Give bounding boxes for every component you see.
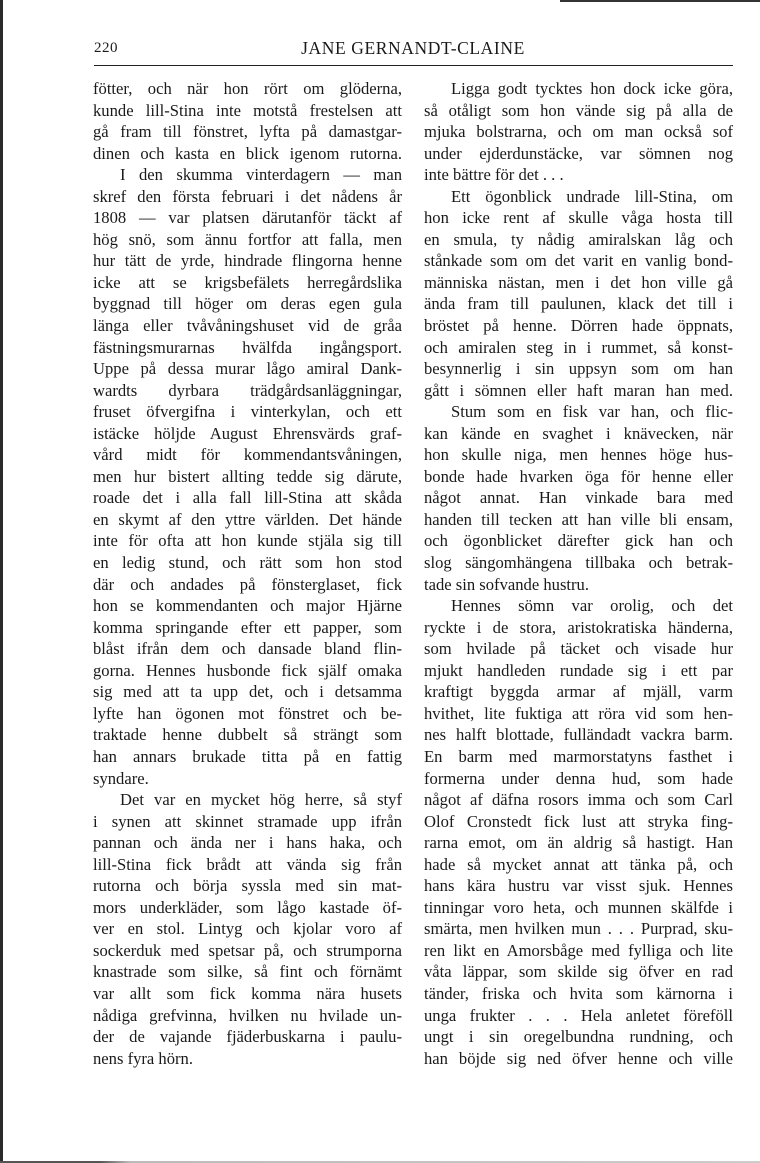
- text-line: vård midt för kommendantsvåningen,: [93, 445, 402, 465]
- text-line: ren likt en Amorsbåge med fylliga och lite: [424, 940, 733, 960]
- text-line: En barm med marmorstatyns fasthet i: [424, 746, 733, 766]
- text-line: gått i sömnen eller haft maran han med.: [424, 380, 733, 400]
- text-line: inte för ofta att hon kunde stjäla sig till: [93, 531, 402, 551]
- text-line: inte bättre för det . . .: [424, 165, 564, 185]
- text-line: tinningar voro heta, och munnen skälfde i: [424, 897, 733, 917]
- text-line: våta läppar, som skilde sig öfver en rad: [424, 962, 733, 982]
- text-line: fruset öfvergifna i vinterkylan, och ett: [93, 402, 402, 422]
- text-line: sig med att ta upp det, och i detsamma: [93, 682, 402, 702]
- text-line: smärta, men hvilken mun . . . Purprad, sku-: [424, 919, 733, 939]
- text-line: knastrade som silke, så fint och förnämt: [93, 962, 402, 982]
- text-line: Hennes sömn var orolig, och det: [451, 596, 733, 616]
- text-line: något af däfna rosors imma och som Carl: [424, 790, 733, 810]
- text-line: traktade henne dubbelt så strängt som: [93, 725, 402, 745]
- running-head: [94, 38, 732, 62]
- text-line: blåst ifrån dem och dansade bland flin-: [93, 639, 402, 659]
- text-line: fästningsmurarnas hvälfda ingångsport.: [93, 337, 402, 357]
- text-line: var allt som fick komma nära husets: [93, 983, 402, 1003]
- text-line: I den skumma vinterdagern — man: [120, 165, 402, 185]
- text-line: kunde lill-Stina inte motstå frestelsen att: [93, 100, 402, 120]
- text-line: hon se kommendanten och major Hjärne: [93, 596, 402, 616]
- text-line: ryckte i de stora, aristokratiska händerna,: [424, 617, 733, 637]
- text-line: handen till tecken att han ville bli ensam,: [424, 509, 733, 529]
- text-line: hon skulle niga, men hennes höge hus-: [424, 445, 733, 465]
- text-line: bonde hade hvarken öga för henne eller: [424, 466, 733, 486]
- text-line: hon icke rent af skulle våga hosta till: [424, 208, 733, 228]
- text-line: där och andades på fönsterglaset, fick: [93, 574, 402, 594]
- text-line: gå fram till fönstret, lyfta på damastgar-: [93, 122, 402, 142]
- text-line: en smula, ty nådig amiralskan låg och: [424, 229, 733, 249]
- scan-left-edge: [0, 0, 3, 1163]
- text-line: nens fyra hörn.: [93, 1048, 193, 1068]
- text-line: tänder, friska och hvita som kärnorna i: [424, 983, 733, 1003]
- header-rule: [94, 65, 733, 66]
- text-line: skref den första februari i det nådens år: [93, 186, 402, 206]
- text-line: människa nästan, men i det hon ville gå: [424, 272, 733, 292]
- text-line: tade sin sofvande hustru.: [424, 574, 589, 594]
- text-line: sockerduk med spetsar på, och strumporna: [93, 940, 402, 960]
- text-line: lyfte han ögonen mot fönstret och be-: [93, 703, 402, 723]
- text-line: hög snö, som ännu fortfor att falla, men: [93, 229, 402, 249]
- text-line: hade så mycket annat att tänka på, och: [424, 854, 733, 874]
- text-line: fötter, och när hon rört om glöderna,: [93, 79, 402, 98]
- text-line: nådiga grefvinna, hvilken nu hvilade un-: [93, 1005, 402, 1025]
- text-line: kraftigt byggda armar af mjäll, varm: [424, 682, 733, 702]
- text-column-left: [93, 78, 402, 1069]
- text-line: istäcke höljde August Ehrensvärds graf-: [93, 423, 402, 443]
- text-line: så otåligt som hon vände sig på alla de: [424, 100, 733, 120]
- text-line: der de vajande fjäderbuskarna i paulu-: [93, 1027, 402, 1047]
- text-line: och ögonblicket därefter gick han och: [424, 531, 733, 551]
- text-line: men hur bistert allting tedde sig därute,: [93, 466, 402, 486]
- text-column-right: [424, 78, 733, 1069]
- text-line: formerna under denna hud, som hade: [424, 768, 733, 788]
- text-line: 1808 — var platsen därutanför täckt af: [93, 208, 402, 228]
- text-line: en skymt af den yttre världen. Det hände: [93, 509, 402, 529]
- text-line: kan kände en svaghet i knävecken, när: [424, 423, 733, 443]
- text-line: Ett ögonblick undrade lill-Stina, om: [451, 186, 733, 206]
- text-line: och amiralen steg in i rummet, så konst-: [424, 337, 733, 357]
- text-line: roade det i alla fall lill-Stina att skåda: [93, 488, 402, 508]
- text-line: mjuka bolstrarna, och om man också sof: [424, 122, 733, 142]
- text-line: som hvilade på täcket och visade hur: [424, 639, 733, 659]
- text-line: rarna emot, om än aldrig så hastigt. Han: [424, 833, 733, 853]
- text-line: ver en stol. Lintyg och kjolar voro af: [93, 919, 402, 939]
- text-line: mjukt handleden rundade sig i ett par: [424, 660, 733, 680]
- scan-top-edge: [560, 0, 760, 2]
- text-line: lill-Stina fick brådt att vända sig från: [93, 854, 402, 874]
- text-line: nes halft blottade, fulländadt vackra barm.: [424, 725, 733, 745]
- text-line: wardts dyrbara trädgårdsanläggningar,: [93, 380, 402, 400]
- text-line: byggnad till höger om deras egen gula: [93, 294, 402, 314]
- text-line: länga eller tvåvåningshuset vid de gråa: [93, 316, 402, 336]
- running-title: JANE GERNANDT-CLAINE: [301, 38, 525, 58]
- text-line: en ledig stund, och rätt som hon stod: [93, 553, 402, 573]
- text-line: syndare.: [93, 768, 149, 788]
- text-line: komma springande efter ett papper, som: [93, 617, 402, 637]
- text-line: han annars brukade titta på en fattig: [93, 746, 402, 766]
- text-line: gorna. Hennes husbonde fick själf omaka: [93, 660, 402, 680]
- text-line: Stum som en fisk var han, och flic-: [451, 402, 733, 422]
- text-line: Olof Cronstedt fick lust att stryka fing-: [424, 811, 733, 831]
- text-line: han böjde sig ned öfver henne och ville: [424, 1048, 733, 1068]
- text-line: Uppe på dessa murar lågo amiral Dank-: [93, 359, 402, 379]
- text-line: unga frukter . . . Hela anletet föreföll: [424, 1005, 733, 1025]
- text-line: dinen och kasta en blick igenom rutorna.: [93, 143, 402, 163]
- text-line: ända fram till paulunen, klack det till i: [424, 294, 733, 314]
- text-line: hur tätt de yrde, hindrade flingorna henne: [93, 251, 402, 271]
- text-line: något annat. Han vinkade bara med: [424, 488, 733, 508]
- text-line: ungt i sin oregelbundna rundning, och: [424, 1027, 733, 1047]
- text-line: i synen att skinnet stramade upp ifrån: [93, 811, 402, 831]
- text-line: under ejderdunstäcke, var sömnen nog: [424, 143, 733, 163]
- text-line: bröstet på henne. Dörren hade öppnats,: [424, 316, 733, 336]
- text-line: slog sängomhängena tillbaka och betrak-: [424, 553, 733, 573]
- text-line: Ligga godt tycktes hon dock icke göra,: [451, 79, 733, 98]
- text-line: stånkade som om det varit en vanlig bond-: [424, 251, 733, 271]
- text-line: hvithet, lite fuktiga att röra vid som hen-: [424, 703, 733, 723]
- text-line: rutorna och börja syssla med sin mat-: [93, 876, 402, 896]
- text-line: Det var en mycket hög herre, så styf: [120, 790, 402, 810]
- page-number: 220: [94, 40, 118, 56]
- text-line: pannan och ända ner i hans haka, och: [93, 833, 402, 853]
- text-line: mors underkläder, som lågo kastade öf-: [93, 897, 402, 917]
- text-line: besynnerlig i sin uppsyn som om han: [424, 359, 733, 379]
- text-line: hans kära hustru var visst sjuk. Hennes: [424, 876, 733, 896]
- text-line: icke att se krigsbefälets herregårdslika: [93, 272, 402, 292]
